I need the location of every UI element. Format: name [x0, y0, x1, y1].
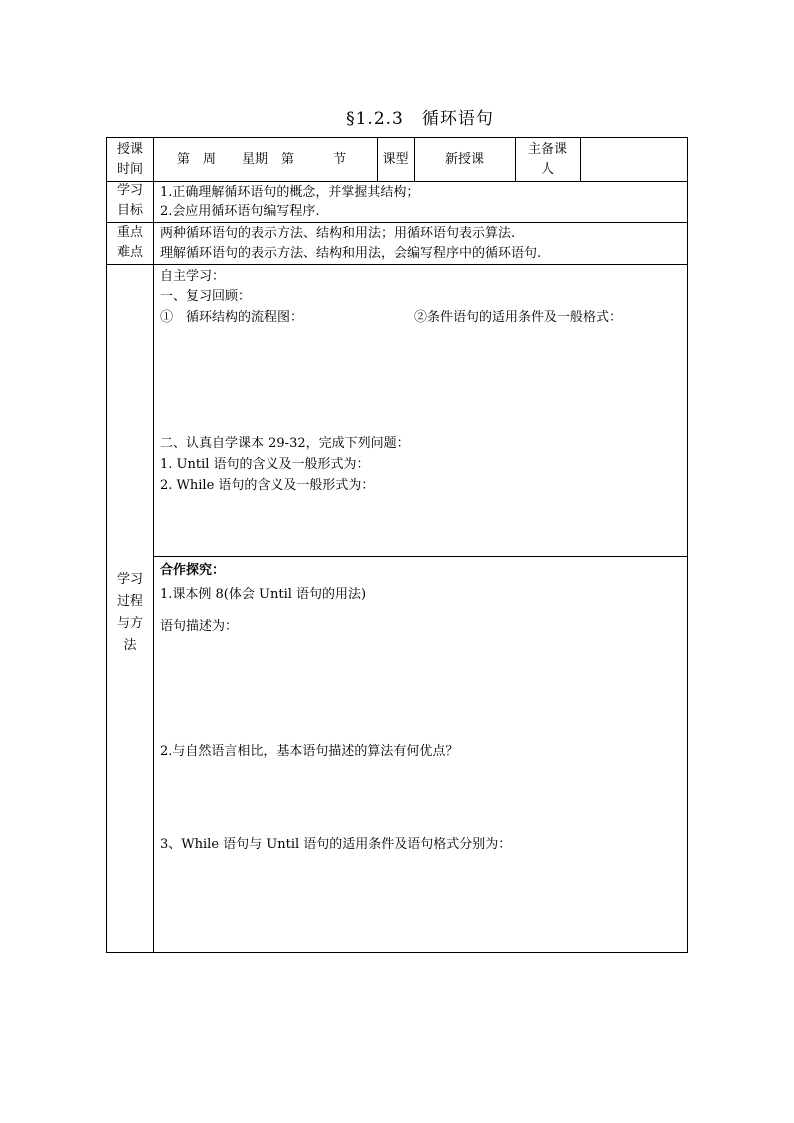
cooperation-item-1-sub: 语句描述为： — [160, 619, 239, 634]
reading-heading: 二、认真自学课本 29-32，完成下列问题： — [160, 436, 410, 451]
goals-label: 学习 目标 — [116, 183, 143, 218]
question-until: 1. Until 语句的含义及一般形式为： — [160, 457, 370, 472]
cooperation-heading: 合作探究： — [160, 563, 226, 578]
section-divider — [153, 556, 687, 557]
label-column-divider — [153, 138, 154, 952]
time-label: 授课 时间 — [116, 142, 143, 177]
process-label: 学习 过程 与方 法 — [116, 572, 143, 653]
week-field: 第 周 星期 第 节 — [177, 152, 347, 167]
header-cell-divider — [580, 138, 581, 181]
difficulty-text: 理解循环语句的表示方法、结构和用法，会编写程序中的循环语句. — [160, 246, 542, 261]
self-study-heading: 自主学习： — [160, 269, 226, 284]
author-label: 主备课 人 — [527, 142, 567, 177]
cooperation-item-2: 2.与自然语言相比，基本语句描述的算法有何优点？ — [160, 744, 459, 759]
lesson-plan-table — [106, 137, 688, 953]
review-item-condition: ②条件语句的适用条件及一般格式： — [414, 310, 623, 325]
question-while: 2. While 语句的含义及一般形式为： — [160, 478, 375, 493]
goal-item: 1.正确理解循环语句的概念，并掌握其结构； — [160, 185, 420, 200]
review-item-flowchart: ① 循环结构的流程图： — [160, 310, 304, 325]
keypoints-label: 重点 难点 — [116, 225, 143, 260]
cooperation-item-3: 3、While 语句与 Until 语句的适用条件及语句格式分别为： — [160, 837, 512, 852]
goal-item: 2.会应用循环语句编写程序. — [160, 204, 320, 219]
page-title — [0, 104, 794, 129]
lesson-type-value: 新授课 — [444, 152, 484, 167]
row-divider — [107, 222, 687, 223]
review-heading: 一、复习回顾： — [160, 289, 252, 304]
title-section-number: §1.2.3 — [346, 109, 404, 129]
title-name: 循环语句 — [421, 109, 494, 129]
row-divider — [107, 264, 687, 265]
row-divider — [107, 181, 687, 182]
cooperation-item-1: 1.课本例 8(体会 Until 语句的用法) — [160, 587, 367, 602]
lesson-type-label: 课型 — [382, 152, 409, 167]
key-point-text: 两种循环语句的表示方法、结构和用法；用循环语句表示算法. — [160, 226, 516, 241]
